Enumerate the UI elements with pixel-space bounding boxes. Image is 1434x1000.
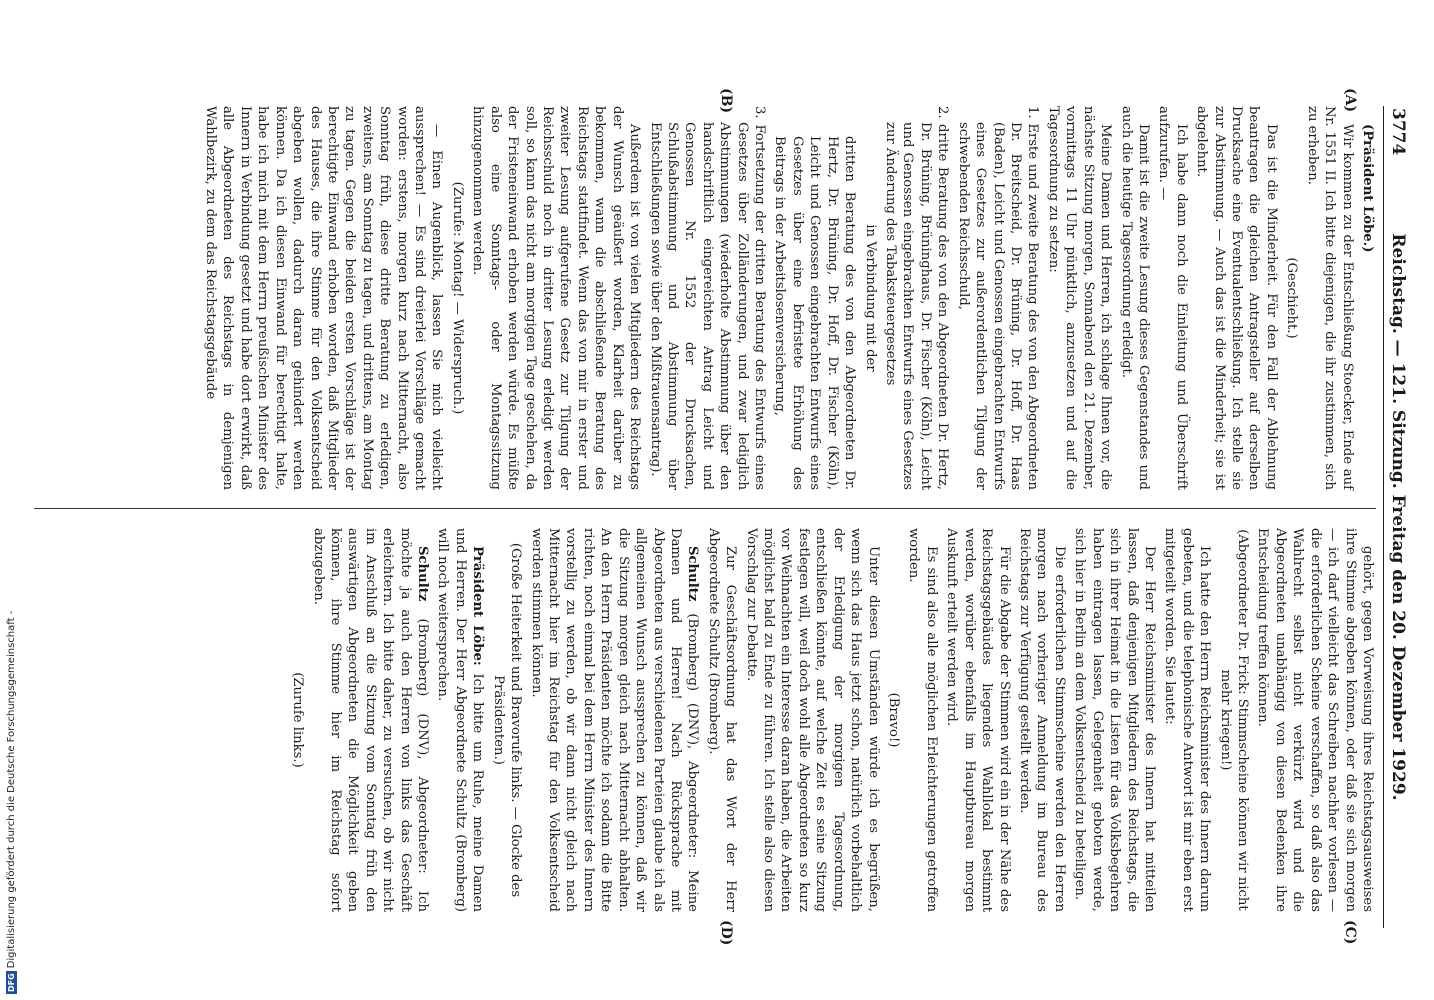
paragraph-text: Ich habe dann noch die Einleitung und Überschrift aufzurufen. — xyxy=(1156,106,1189,490)
paragraph-text: Außerdem ist von vielen Mitgliedern des Reichstags der Wunsch geäußert worden, Klarheit darüber zu bekommen, wann die abschließende Beratung des Reichstags stattfindet. Wenn das von mir in erster und zweiter Lesung aufgerufene Gesetz zur Tilgung der Reichsschuld noch in dritter Lesung erledigt werden soll, so kann das nicht am morgigen Tage geschehen, da der Fristeneinwand erhoben werden würde. Es müßte also eine Sonntags- oder Montagssitzung hinzugenommen werden. xyxy=(470,106,643,490)
paragraph-text: Unter diesen Umständen würde ich es begrüßen, wenn sich das Haus jetzt schon, natürlich vorbehaltlich der Erledigung der morgigen Tagesordnung, entschließen könnte, auf welche Zeit es seine Sitzung festlegen will, weil doch wohl alle Abgeordneten so kurz vor Weihnachten ein Interesse daran haben, die Arbeiten möglichst bald zu Ende zu führen. Ich stelle also diesen Vorschlag zur Debatte. xyxy=(743,528,881,912)
speaker-name: Schultz xyxy=(685,546,701,602)
stage-direction: (Große Heiterkeit und Bravorufe links. — Glocke des Präsidenten.) xyxy=(490,542,524,898)
paragraph xyxy=(1044,106,1114,490)
agenda-item: 2. dritte Beratung des von den Abgeordneten Dr. Hertz, Dr. Brüning, Brüninghaus, Dr. Fischer (Köln), Leicht und Genossen eingebrachten Entwurfs eines Gesetzes zur Änderung des Tabaksteuergesetzes xyxy=(883,106,951,490)
margin-marker-b: (B) xyxy=(718,88,734,114)
paragraph xyxy=(1193,106,1280,490)
dfg-logo-icon: DFG xyxy=(7,973,16,992)
footer-note xyxy=(6,611,17,994)
paragraph xyxy=(905,528,940,912)
speaker-name: Schultz xyxy=(415,546,431,602)
paragraph xyxy=(742,528,881,912)
left-column xyxy=(34,106,1376,490)
footer-text: Digitalisierung gefördert durch die Deutsche Forschungsgemeinschaft - xyxy=(6,610,17,969)
paragraph xyxy=(1155,106,1190,490)
paragraph-text: Ich bitte um Ruhe, meine Damen und Herren. Der Herr Abgeordnete Schultz (Bromberg) will noch weitersprechen. xyxy=(435,528,486,912)
paragraph xyxy=(434,528,486,912)
paragraph xyxy=(1254,528,1376,912)
paragraph xyxy=(1359,106,1376,490)
margin-marker-c: (C) xyxy=(1342,920,1358,945)
paragraph xyxy=(1117,106,1152,490)
paragraph xyxy=(469,106,643,490)
paragraph-text: Es sind also alle möglichen Erleichterungen getroffen worden. xyxy=(906,528,939,912)
speaker-name: Präsident Löbe: xyxy=(470,546,486,666)
paragraph xyxy=(943,528,1013,912)
stage-direction: (Bravo!) xyxy=(886,692,902,748)
paragraph-text: Ich hatte den Herrn Reichsminister des Innern darum gebeten, und die telephonische Antwort ist mir eben erst mitgeteilt worden. Sie lautet: xyxy=(1162,528,1213,912)
paragraph-text: Zur Geschäftsordnung hat das Wort der Herr Abgeordnete Schultz (Bromberg). xyxy=(705,528,739,912)
paragraph-text: Das ist die Minderheit. Für den Fall der Ablehnung beantragen die gleichen Antragsteller auf derselben Drucksache eine Eventualentschließung. Ich stelle sie zur Abstimmung. — Auch das ist die Minderheit; sie ist abgelehnt. xyxy=(1194,106,1279,490)
paragraph-text: (Bromberg) (DNV), Abgeordneter: Ich möchte ja auch den Herren von links das Geschäft erleichtern. Ich bitte daher, zu versuchen, ob wir nicht im Anschluß an die Sitzung vom Sonntag früh den auswärtigen Abgeordneten die Möglichkeit geben können, ihre Stimme hier im Reichstag sofort abzugeben. xyxy=(310,528,431,912)
agenda-subitem: dritten Beratung des von den Abgeordneten Dr. Hertz, Dr. Brüning, Dr. Hoff, Dr. Fischer (Köln), Leicht und Genossen eingebrachten Entwurfs eines Gesetzes über eine befristete Erhöhung des Beitrags in der Arbeitslosenversicherung, xyxy=(772,136,858,490)
paragraph xyxy=(1161,528,1213,912)
paragraph-text: Damit ist die zweite Lesung dieses Gegenstandes und auch die heutige Tagesordnung erledigt. xyxy=(1118,106,1151,490)
margin-marker-a: (A) xyxy=(1342,88,1358,113)
paragraph xyxy=(309,528,431,912)
paragraph-text: — Einen Augenblick, lassen Sie mich vielleicht aussprechen! — Es sind dreierlei Vorschläge gemacht worden: erstens, morgen kurz nach Mitternacht, also Sonntag früh, diese dritte Beratung zu erledigen, zweitens, am Sonntag zu tagen, und drittens, am Montag zu tagen. Gegen die beiden ersten Vorschläge ist der berechtigte Einwand erhoben worden, daß Mitglieder des Hauses, die ihre Stimme für den Volksentscheid abgeben wollen, dadurch daran gehindert werden können. Da ich diesen Einwand für berechtigt halte, habe ich mich mit dem Herrn preußischen Minister des Innern in Verbindung gesetzt und habe dort erwirkt, daß alle Abgeordneten des Reichstags in demjenigen Wahlbezirk, zu dem das Reichstagsgebäude xyxy=(203,106,445,490)
paragraph-text: gehört, gegen Vorweisung ihres Reichstagsausweises ihre Stimme abgeben können, oder daß sie sich morgen — ich darf vielleicht das Schreiben nachher vorlesen — die erforderlichen Scheine verschaffen, so daß also das Wahlrecht selbst nicht verkürzt wird und die Abgeordneten unabhängig von diesen Bedenken ihre Entscheidung treffen können. xyxy=(1255,528,1375,912)
paragraph xyxy=(704,528,739,912)
paragraph-text: Für die Abgabe der Stimmen wird ein in der Nähe des Reichstagsgebäudes liegendes Wahllokal bestimmt werden, worüber ebenfalls im Hauptbureau morgen Auskunft erteilt werden wird. xyxy=(944,528,1012,912)
stage-direction: (Zurufe: Montag! — Widerspruch.) xyxy=(449,181,465,415)
column-divider xyxy=(34,508,1376,509)
paragraph-text: Die erforderlichen Stimmscheine werden den Herren morgen nach vorheriger Anmeldung im Bureau des Reichstags zur Verfügung gestellt werden. xyxy=(1016,528,1067,912)
paragraph xyxy=(1016,528,1068,912)
paragraph-text: Meine Damen und Herren, ich schlage Ihnen vor, die nächste Sitzung morgen, Sonnabend den 21. Dezember, vormittags 11 Uhr pünktlich, anzusetzen und auf die Tagesordnung zu setzen: xyxy=(1045,106,1114,490)
page-number: 3774 xyxy=(1388,108,1408,156)
stage-direction: (Zurufe links.) xyxy=(290,672,306,768)
speaker-name: (Präsident Löbe.) xyxy=(1360,124,1375,253)
agenda-item: 1. Erste und zweite Beratung des von den Abgeordneten Dr. Breitscheid, Dr. Brüning, Dr. Hoff, Dr. Haas (Baden), Leicht und Genossen eingebrachten Entwurfs eines Gesetzes zur außerordentlichen Tilgung der schwebenden Reichsschuld, xyxy=(955,106,1041,490)
paragraph xyxy=(1071,528,1158,912)
stage-direction: in Verbindung mit der xyxy=(862,224,878,372)
stage-direction: (Geschieht.) xyxy=(1284,257,1300,339)
agenda-item: 3. Fortsetzung der dritten Beratung des Entwurfs eines Gesetzes über Zolländerungen, und zwar lediglich Abstimmungen (wiederholte Abstimmung über den handschriftlich eingereichten Antrag Leicht und Genossen Nr. 1552 der Drucksachen, Schlußabstimmung und Abstimmung über Entschließungen sowie über den Mißtrauensantrag). xyxy=(647,106,768,490)
right-column xyxy=(34,528,1376,912)
paragraph-text: Der Herr Reichsminister des Innern hat mitteilen lassen, daß denjenigen Mitgliedern des Reichstags, die sich in ihrer Heimat in die Listen für das Volksbegehren haben eintragen lassen, Gelegenheit geboten werde, sich hier in Berlin an dem Volksentscheid zu beteiligen. xyxy=(1072,528,1157,912)
page-header xyxy=(1383,106,1412,928)
paragraph-text: (Bromberg) (DNV), Abgeordneter: Meine Damen und Herren! Nach Rücksprache mit Abgeordneten aus verschiedenen Parteien glaube ich als allgemeinen Wunsch aussprechen zu können, daß wir die Sitzung morgen gleich nach Mitternacht abhalten. An den Herrn Präsidenten möchte ich sodann die Bitte richten, noch einmal bei dem Herrn Minister des Innern vorstellig zu werden, ob wir dann nicht gleich nach Mitternacht hier im Reichstag für den Volksentscheid werden stimmen können. xyxy=(528,528,701,912)
paragraph xyxy=(527,528,701,912)
stage-direction: (Abgeordneter Dr. Frick: Stimmscheine können wir nicht mehr kriegen!) xyxy=(1217,529,1251,911)
paragraph xyxy=(202,106,446,490)
paragraph-text: Wir kommen zu der Entschließung Stoecker, Ende auf Nr. 1551 II. Ich bitte diejenigen, die ihr zustimmen, sich zu erheben. xyxy=(1304,106,1355,490)
margin-marker-d: (D) xyxy=(718,920,734,946)
paragraph xyxy=(1303,106,1355,490)
page-title: Reichstag. — 121. Sitzung. Freitag den 20. Dezember 1929. xyxy=(1388,233,1408,801)
